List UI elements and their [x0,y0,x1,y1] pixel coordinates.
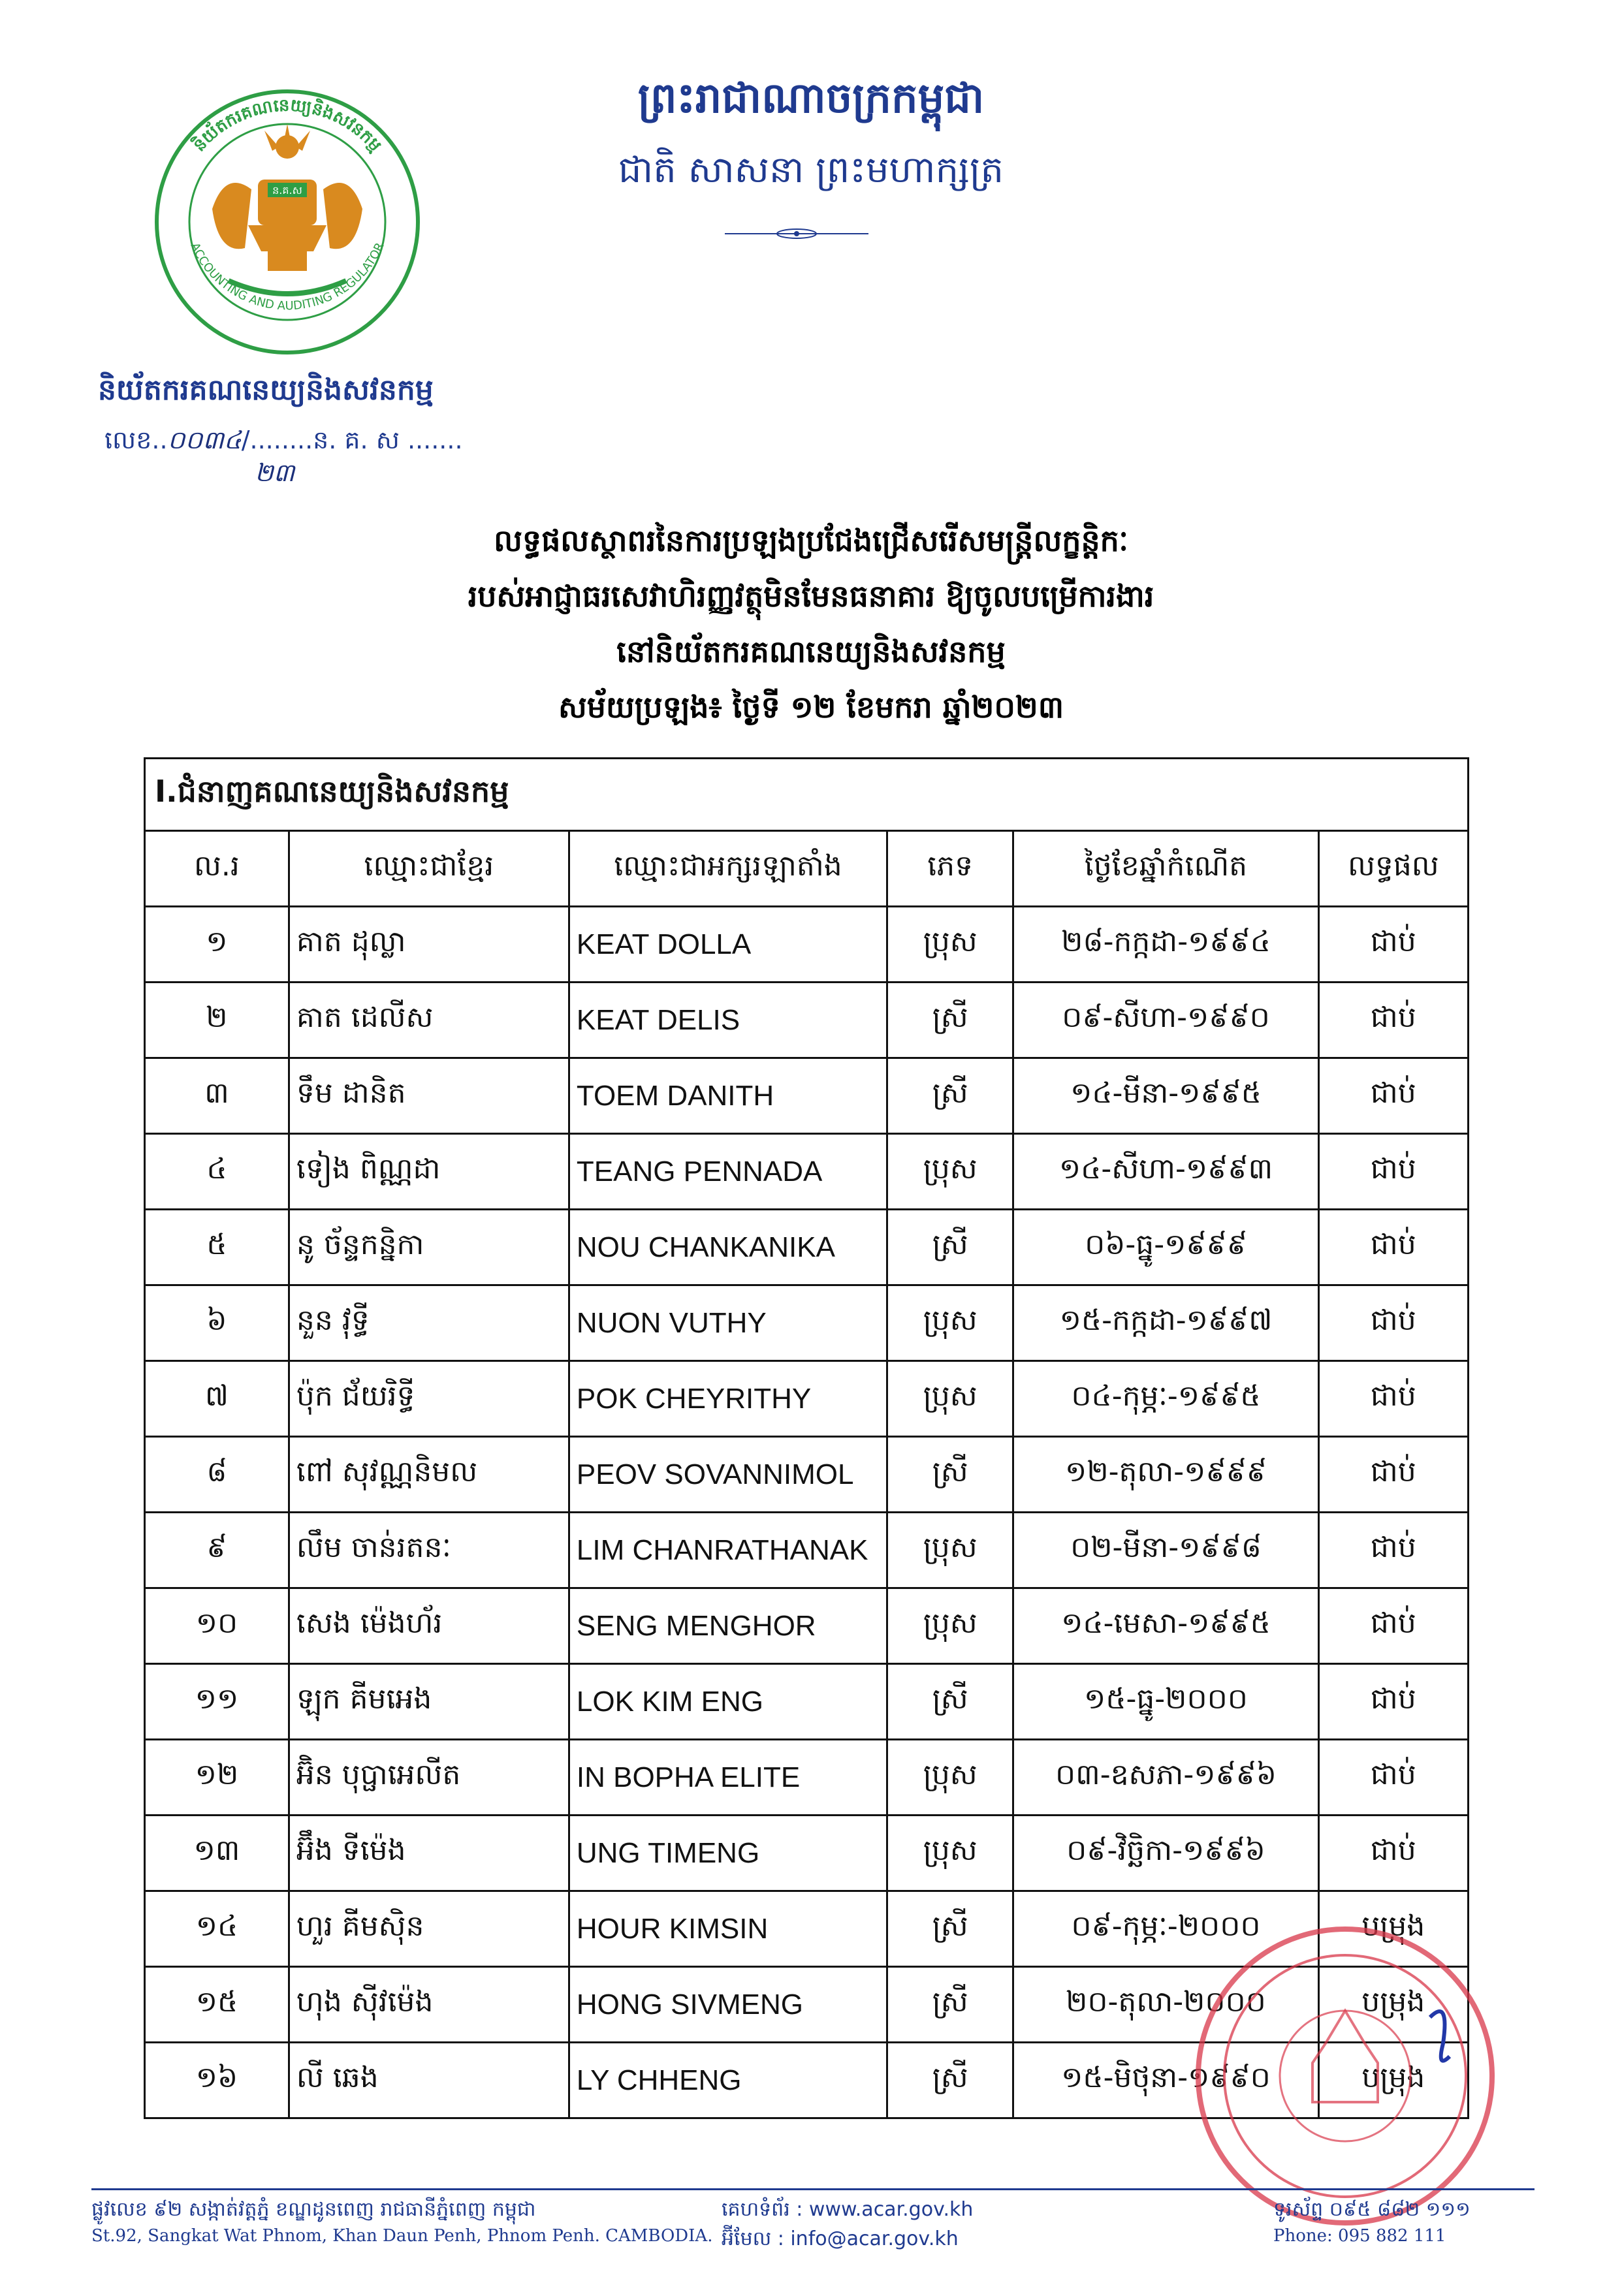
cell-sex: ស្រី [887,2043,1013,2118]
cell-date-of-birth: ១៤-មីនា-១៩៩៥ [1013,1058,1318,1134]
cell-date-of-birth: ០៦-ធ្នូ-១៩៩៩ [1013,1210,1318,1285]
cell-result: បម្រុង [1318,2043,1468,2118]
cell-result: បម្រុង [1318,1891,1468,1967]
table-row [145,1210,1469,1285]
cell-result: ជាប់ [1318,983,1468,1058]
cell-latin-name: TEANG PENNADA [569,1134,887,1210]
footer-address-en: St.92, Sangkat Wat Phnom, Khan Daun Penh, Phnom Penh. CAMBODIA. [91,2226,713,2246]
ref-prefix: លេខ.. [104,426,168,454]
cell-khmer-name: ទឹម ដានិត [289,1058,569,1134]
cell-sex: ស្រី [887,1210,1013,1285]
cell-result: ជាប់ [1318,1664,1468,1740]
cell-date-of-birth: ១៥-មិថុនា-១៩៩០ [1013,2043,1318,2118]
cell-khmer-name: ហួរ គីមស៊ិន [289,1891,569,1967]
cell-sex: ស្រី [887,1058,1013,1134]
cell-date-of-birth: ០៩-វិច្ឆិកា-១៩៩៦ [1013,1816,1318,1891]
table-row [145,1513,1469,1588]
cell-row-number: ៥ [145,1210,289,1285]
cell-row-number: ១៥ [145,1967,289,2043]
table-row [145,1740,1469,1816]
cell-khmer-name: ប៉ុក ជ័យរិទ្ធី [289,1361,569,1437]
footer-address-kh: ផ្លូវលេខ ៩២ សង្កាត់វត្តភ្នំ ខណ្ឌដូនពេញ រាជធានីភ្នំពេញ កម្ពុជា [91,2198,536,2221]
cell-khmer-name: លឹម ចាន់រតនៈ [289,1513,569,1588]
ornament-divider-icon [725,227,868,240]
logo-kh-text: និយ័តករគណនេយ្យនិងសវនកម្ម [189,95,385,156]
col-header-sex: ភេទ [887,831,1013,907]
cell-row-number: ៩ [145,1513,289,1588]
footer-phone-en: Phone: 095 882 111 [1273,2226,1446,2246]
cell-khmer-name: សេង ម៉េងហ័រ [289,1588,569,1664]
table-row [145,907,1469,983]
cell-sex: ស្រី [887,1891,1013,1967]
footer-divider [91,2188,1535,2190]
col-header-no: ល.រ [145,831,289,907]
cell-sex: ស្រី [887,1437,1013,1513]
cell-date-of-birth: ១៥-កក្កដា-១៩៩៧ [1013,1285,1318,1361]
table-row [145,1361,1469,1437]
cell-latin-name: HOUR KIMSIN [569,1891,887,1967]
footer-email: អ៊ីមែល : info@acar.gov.kh [722,2227,959,2250]
cell-result: ជាប់ [1318,1740,1468,1816]
section-title: I.ជំនាញគណនេយ្យនិងសវនកម្ម [145,759,1469,831]
official-stamp-icon [1188,1919,1502,2233]
cell-sex: ប្រុស [887,1588,1013,1664]
cell-latin-name: LY CHHENG [569,2043,887,2118]
cell-khmer-name: នូ ច័ន្ទកន្និកា [289,1210,569,1285]
issuer-name: និយ័តករគណនេយ្យនិងសវនកម្ម [98,373,434,407]
cell-row-number: ៨ [145,1437,289,1513]
col-header-latin-name: ឈ្មោះជាអក្សរឡាតាំង [569,831,887,907]
cell-sex: ប្រុស [887,1816,1013,1891]
cell-date-of-birth: ២០-តុលា-២០០០ [1013,1967,1318,2043]
cell-latin-name: POK CHEYRITHY [569,1361,887,1437]
cell-date-of-birth: ០២-មីនា-១៩៩៨ [1013,1513,1318,1588]
cell-khmer-name: ទៀង ពិណ្ណដា [289,1134,569,1210]
cell-latin-name: LOK KIM ENG [569,1664,887,1740]
cell-row-number: ១១ [145,1664,289,1740]
cell-result: ជាប់ [1318,1437,1468,1513]
cell-row-number: ៣ [145,1058,289,1134]
cell-khmer-name: អ៊ឹង ទីម៉េង [289,1816,569,1891]
cell-result: ជាប់ [1318,1361,1468,1437]
title-line-4: សម័យប្រឡង៖ ថ្ងៃទី ១២ ខែមករា ឆ្នាំ២០២៣ [558,689,1064,725]
results-table [144,757,1469,2119]
cell-result: បម្រុង [1318,1967,1468,2043]
cell-row-number: ១០ [145,1588,289,1664]
cell-sex: ប្រុស [887,1285,1013,1361]
col-header-dob: ថ្ងៃខែឆ្នាំកំណើត [1013,831,1318,907]
cell-result: ជាប់ [1318,1816,1468,1891]
header-row [145,831,1469,907]
cell-sex: ប្រុស [887,1361,1013,1437]
cell-result: ជាប់ [1318,1210,1468,1285]
cell-result: ជាប់ [1318,1285,1468,1361]
cell-date-of-birth: ០៩-សីហា-១៩៩០ [1013,983,1318,1058]
cell-row-number: ១២ [145,1740,289,1816]
cell-date-of-birth: ០៩-កុម្ភៈ-២០០០ [1013,1891,1318,1967]
cell-sex: ប្រុស [887,1134,1013,1210]
cell-result: ជាប់ [1318,907,1468,983]
table-row [145,1664,1469,1740]
cell-khmer-name: នួន វុទ្ធី [289,1285,569,1361]
cell-khmer-name: អ៊ិន បុប្ផាអេលីត [289,1740,569,1816]
cell-sex: ស្រី [887,1967,1013,2043]
cell-sex: ប្រុស [887,1513,1013,1588]
cell-khmer-name: គាត ដេលីស [289,983,569,1058]
cell-latin-name: TOEM DANITH [569,1058,887,1134]
col-header-khmer-name: ឈ្មោះជាខ្មែរ [289,831,569,907]
cell-latin-name: LIM CHANRATHANAK [569,1513,887,1588]
table-row [145,1058,1469,1134]
cell-row-number: ៧ [145,1361,289,1437]
table-row [145,1134,1469,1210]
logo-en-text: ACCOUNTING AND AUDITING REGULATOR [187,240,387,313]
table-row [145,1816,1469,1891]
cell-latin-name: IN BOPHA ELITE [569,1740,887,1816]
title-line-1: លទ្ធផលស្ថាពរនៃការប្រឡងប្រជែងជ្រើសរើសមន្ត្រីលក្ខន្តិកៈ [494,523,1128,558]
ref-number: ០០៣៤ [167,426,242,454]
cell-date-of-birth: ០៤-កុម្ភៈ-១៩៩៥ [1013,1361,1318,1437]
cell-row-number: ៤ [145,1134,289,1210]
cell-date-of-birth: ១៤-មេសា-១៩៩៥ [1013,1588,1318,1664]
cell-khmer-name: ឡុក គីមអេង [289,1664,569,1740]
cell-sex: ស្រី [887,1664,1013,1740]
cell-latin-name: UNG TIMENG [569,1816,887,1891]
title-line-3: នៅនិយ័តករគណនេយ្យនិងសវនកម្ម [616,634,1006,669]
cell-result: ជាប់ [1318,1588,1468,1664]
logo-abbr-text: ន.គ.ស [272,184,302,197]
table-row [145,983,1469,1058]
cell-date-of-birth: ១៤-សីហា-១៩៩៣ [1013,1134,1318,1210]
kingdom-title: ព្រះរាជាណាចក្រកម្ពុជា [637,74,985,123]
cell-row-number: ១៦ [145,2043,289,2118]
cell-row-number: ២ [145,983,289,1058]
cell-latin-name: SENG MENGHOR [569,1588,887,1664]
cell-sex: ប្រុស [887,907,1013,983]
cell-latin-name: HONG SIVMENG [569,1967,887,2043]
cell-result: ជាប់ [1318,1134,1468,1210]
cell-latin-name: NUON VUTHY [569,1285,887,1361]
section-row [145,759,1469,831]
cell-result: ជាប់ [1318,1058,1468,1134]
cell-result: ជាប់ [1318,1513,1468,1588]
table-row [145,1588,1469,1664]
cell-date-of-birth: ០៣-ឧសភា-១៩៩៦ [1013,1740,1318,1816]
table-row [145,1285,1469,1361]
cell-date-of-birth: ២៨-កក្កដា-១៩៩៤ [1013,907,1318,983]
ref-suffix: /........ន. គ. ស ....... [241,426,463,454]
col-header-result: លទ្ធផល [1318,831,1468,907]
footer-phone-kh: ទូរស័ព្ទ ០៩៥ ៨៨២ ១១១ [1273,2198,1471,2221]
cell-khmer-name: គាត ដុល្លា [289,907,569,983]
ref-year: ២៣ [255,458,295,487]
title-line-2: របស់អាជ្ញាធរសេវាហិរញ្ញវត្ថុមិនមែនធនាគារ ឱ្យចូលបម្រើការងារ [468,578,1154,614]
cell-latin-name: PEOV SOVANNIMOL [569,1437,887,1513]
cell-row-number: ១៣ [145,1816,289,1891]
cell-latin-name: KEAT DELIS [569,983,887,1058]
cell-khmer-name: ហុង ស៊ីវម៉េង [289,1967,569,2043]
cell-date-of-birth: ១៥-ធ្នូ-២០០០ [1013,1664,1318,1740]
table-row [145,1437,1469,1513]
cell-row-number: ១៤ [145,1891,289,1967]
cell-sex: ស្រី [887,983,1013,1058]
cell-khmer-name: លី ឆេង [289,2043,569,2118]
cell-row-number: ៦ [145,1285,289,1361]
footer-website: គេហទំព័រ : www.acar.gov.kh [722,2198,974,2221]
cell-sex: ប្រុស [887,1740,1013,1816]
reference-number [104,424,463,494]
cell-date-of-birth: ១២-តុលា-១៩៩៩ [1013,1437,1318,1513]
cell-row-number: ១ [145,907,289,983]
cell-khmer-name: ពៅ សុវណ្ណនិមល [289,1437,569,1513]
cell-latin-name: NOU CHANKANIKA [569,1210,887,1285]
national-motto: ជាតិ សាសនា ព្រះមហាក្សត្រ [618,149,1004,191]
cell-latin-name: KEAT DOLLA [569,907,887,983]
